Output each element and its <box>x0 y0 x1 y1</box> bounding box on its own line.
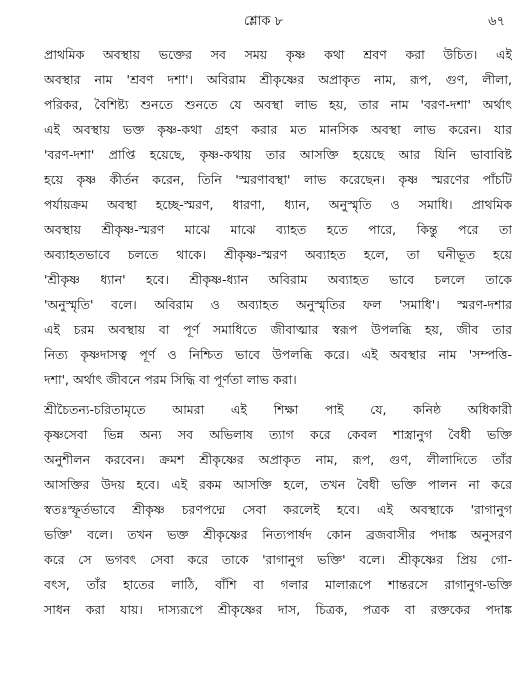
body-text <box>44 42 512 622</box>
text-line: পরিকর, বৈশিষ্ট্য শুনতে শুনতে যে অবস্থা লাভ হয়, তার নাম 'বরণ-দশা' অর্থাৎ <box>44 97 512 112</box>
text-line: অব্যাহতভাবে চলতে থাকে। শ্রীকৃষ্ণ-স্মরণ অব্যাহত হলে, তা ঘনীভূত হয়ে <box>44 247 512 262</box>
paragraph <box>44 42 512 392</box>
text-line: কৃষ্ণসেবা ভিন্ন অন্য সব অভিলাষ ত্যাগ করে কেবল শাস্ত্রানুগ বৈধী ভক্তি <box>44 427 512 442</box>
page-number: ৬৭ <box>488 14 505 29</box>
text-line: এই চরম অবস্থায় বা পূর্ণ সমাধিতে জীবাত্মার স্বরূপ উপলব্ধি হয়, জীব তার <box>44 322 512 337</box>
text-line: ভক্তি' বলে। তখন ভক্ত শ্রীকৃষ্ণের নিত্যপার্ষদ কোন ব্রজবাসীর পদাঙ্ক অনুসরণ <box>44 527 512 542</box>
text-line: আসক্তির উদয় হবে। এই রকম আসক্তি হলে, তখন বৈধী ভক্তি পালন না করে <box>44 477 512 492</box>
text-line: হয়ে কৃষ্ণ কীর্তন করেন, তিনি 'স্মরণাবস্থা' লাভ করেছেন। কৃষ্ণ স্মরণের পাঁচটি <box>44 172 512 187</box>
text-line: স্বতঃস্ফূর্তভাবে শ্রীকৃষ্ণ চরণপদ্মে সেবা করলেই হবে। এই অবস্থাকে 'রাগানুগ <box>44 502 512 517</box>
text-line: পর্যায়ক্রম অবস্থা হচ্ছে-স্মরণ, ধারণা, ধ্যান, অনুস্মৃতি ও সমাধি। প্রাথমিক <box>44 197 512 212</box>
text-line: শ্রীচৈতন্য-চরিতামৃতে আমরা এই শিক্ষা পাই যে, কনিষ্ঠ অধিকারী <box>44 402 512 417</box>
text-line: এই অবস্থায় ভক্ত কৃষ্ণ-কথা গ্রহণ করার মত মানসিক অবস্থা লাভ করেন। যার <box>44 122 512 137</box>
text-line: করে সে ভগবৎ সেবা করে তাকে 'রাগানুগ ভক্তি' বলে। শ্রীকৃষ্ণের প্রিয় গো- <box>44 552 512 567</box>
paragraph <box>44 397 512 622</box>
text-line: সাধন করা যায়। দাস্যরূপে শ্রীকৃষ্ণের দাস, চিত্রক, পত্রক বা রক্তকের পদাঙ্ক <box>44 602 512 617</box>
verse-heading: শ্লোক ৮ <box>243 14 284 29</box>
text-line: দশা', অর্থাৎ জীবনে পরম সিদ্ধি বা পূর্ণতা লাভ করা। <box>44 372 297 387</box>
text-line: নিত্য কৃষ্ণদাসত্ব পূর্ণ ও নিশ্চিত ভাবে উপলব্ধি করে। এই অবস্থার নাম 'সম্পত্তি- <box>44 347 512 362</box>
text-line: অনুশীলন করবেন। ক্রমশ শ্রীকৃষ্ণের অপ্রাকৃত নাম, রূপ, গুণ, লীলাদিতে তাঁর <box>44 452 512 467</box>
text-line: 'বরণ-দশা' প্রাপ্তি হয়েছে, কৃষ্ণ-কথায় তার আসক্তি হয়েছে আর যিনি ভাবাবিষ্ট <box>44 147 512 162</box>
text-line: প্রাথমিক অবস্থায় ভক্তের সব সময় কৃষ্ণ কথা শ্রবণ করা উচিত। এই <box>44 47 512 62</box>
text-line: বৎস, তাঁর হাতের লাঠি, বাঁশি বা গলার মালারূপে শান্তরসে রাগানুগ-ভক্তি <box>44 577 512 592</box>
text-line: অবস্থার নাম 'শ্রবণ দশা'। অবিরাম শ্রীকৃষ্ণের অপ্রাকৃত নাম, রূপ, গুণ, লীলা, <box>44 72 512 87</box>
text-line: 'অনুস্মৃতি' বলে। অবিরাম ও অব্যাহত অনুস্মৃতির ফল 'সমাধি'। স্মরণ-দশার <box>44 297 512 312</box>
text-line: 'শ্রীকৃষ্ণ ধ্যান' হবে। শ্রীকৃষ্ণ-ধ্যান অবিরাম অব্যাহত ভাবে চললে তাকে <box>44 272 512 287</box>
page-header <box>0 10 527 32</box>
text-line: অবস্থায় শ্রীকৃষ্ণ-স্মরণ মাঝে মাঝে ব্যাহত হতে পারে, কিন্তু পরে তা <box>44 222 512 237</box>
